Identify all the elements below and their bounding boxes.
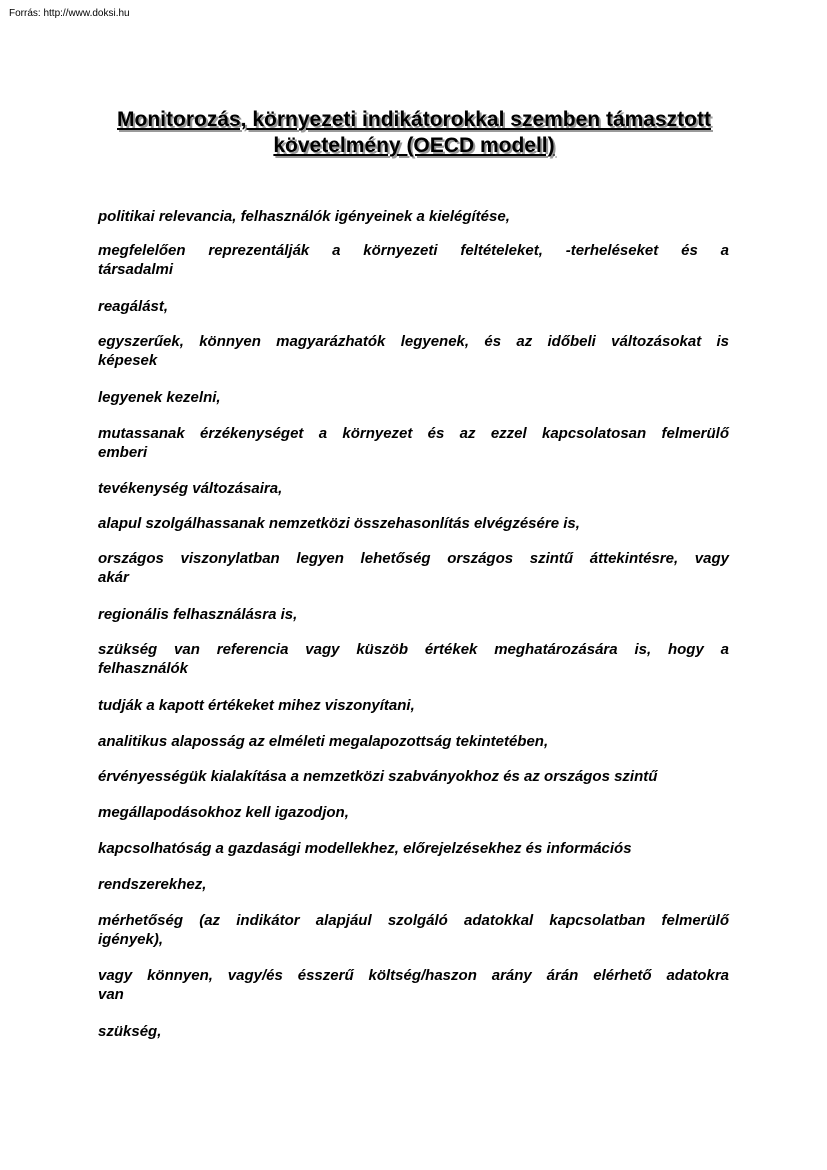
paragraph-18-line-1: mérhetőség (az indikátor alapjául szolgáló adatokkal kapcsolatban felmerülő [98, 912, 729, 929]
paragraph-18 [98, 911, 729, 949]
paragraph-13: analitikus alaposság az elméleti megalapozottság tekintetében, [98, 733, 549, 750]
page-title [90, 107, 738, 159]
paragraph-16: kapcsolhatóság a gazdasági modellekhez, előrejelzésekhez és információs [98, 840, 632, 857]
paragraph-2-line-2: társadalmi [98, 261, 174, 278]
paragraph-12: tudják a kapott értékeket mihez viszonyítani, [98, 697, 415, 714]
paragraph-19-line-1: vagy könnyen, vagy/és ésszerű költség/haszon arány árán elérhető adatokra [98, 967, 729, 984]
paragraph-1: politikai relevancia, felhasználók igényeinek a kielégítése, [98, 208, 510, 225]
paragraph-6-line-2: emberi [98, 444, 148, 461]
title-line-1: Monitorozás, környezeti indikátorokkal szemben támasztott [117, 108, 711, 131]
paragraph-10: regionális felhasználásra is, [98, 606, 298, 623]
paragraph-4-line-1: egyszerűek, könnyen magyarázhatók legyenek, és az időbeli változásokat is [98, 333, 729, 350]
paragraph-2-line-1: megfelelően reprezentálják a környezeti feltételeket, -terheléseket és a [98, 242, 729, 259]
source-attribution: Forrás: http://www.doksi.hu [9, 8, 130, 19]
paragraph-9-line-2: akár [98, 569, 129, 586]
paragraph-4 [98, 332, 729, 370]
paragraph-11-line-2: felhasználók [98, 660, 189, 677]
paragraph-17: rendszerekhez, [98, 876, 207, 893]
paragraph-11-line-1: szükség van referencia vagy küszöb értékek meghatározására is, hogy a [98, 641, 729, 658]
paragraph-3: reagálást, [98, 298, 169, 315]
title-line-2: követelmény (OECD modell) [273, 134, 555, 157]
paragraph-11 [98, 640, 729, 678]
paragraph-19 [98, 966, 729, 1004]
paragraph-4-line-2: képesek [98, 352, 158, 369]
paragraph-6 [98, 424, 729, 462]
paragraph-7: tevékenység változásaira, [98, 480, 283, 497]
paragraph-15: megállapodásokhoz kell igazodjon, [98, 804, 349, 821]
paragraph-20: szükség, [98, 1023, 162, 1040]
paragraph-6-line-1: mutassanak érzékenységet a környezet és az ezzel kapcsolatosan felmerülő [98, 425, 729, 442]
paragraph-2 [98, 241, 729, 279]
paragraph-19-line-2: van [98, 986, 124, 1003]
paragraph-14: érvényességük kialakítása a nemzetközi szabványokhoz és az országos szintű [98, 768, 658, 785]
paragraph-9-line-1: országos viszonylatban legyen lehetőség országos szintű áttekintésre, vagy [98, 550, 729, 567]
paragraph-5: legyenek kezelni, [98, 389, 221, 406]
paragraph-8: alapul szolgálhassanak nemzetközi összehasonlítás elvégzésére is, [98, 515, 580, 532]
paragraph-18-line-2: igények), [98, 931, 164, 948]
paragraph-9 [98, 549, 729, 587]
